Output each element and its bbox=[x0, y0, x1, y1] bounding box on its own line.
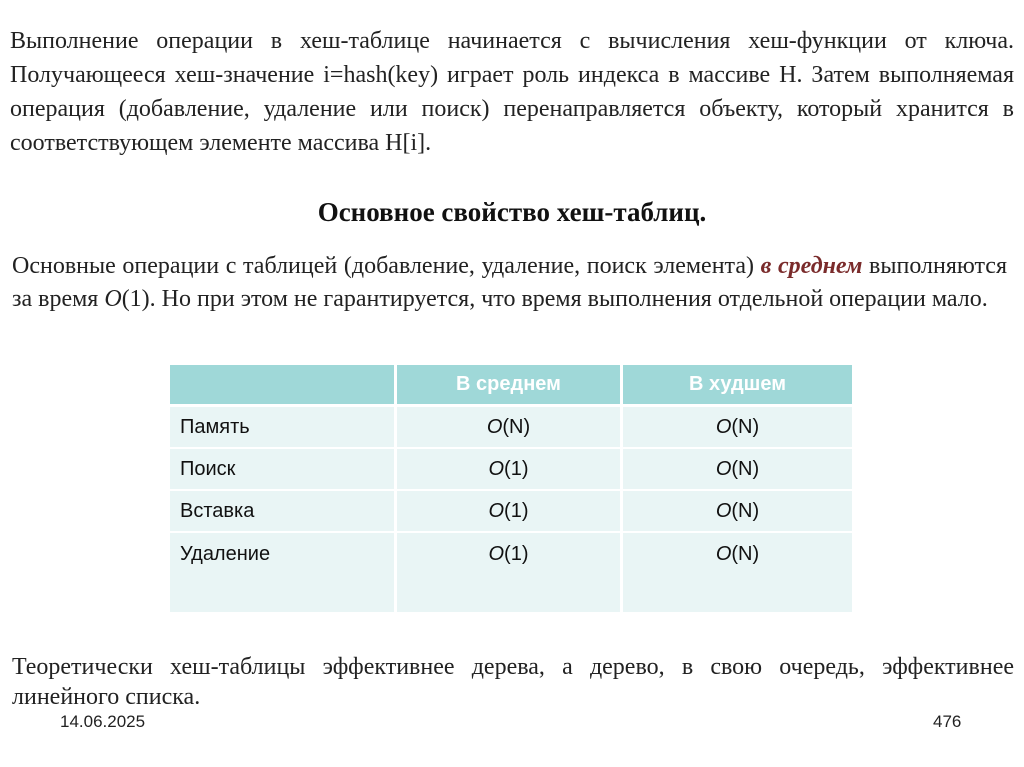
table-header-row bbox=[170, 365, 852, 407]
complexity-table bbox=[170, 365, 852, 612]
average-cell: O(1) bbox=[397, 533, 623, 612]
big-o-argument: (1) bbox=[121, 286, 150, 312]
header-worst: В худшем bbox=[623, 365, 852, 407]
header-label-cell bbox=[170, 365, 397, 407]
property-paragraph bbox=[12, 250, 1007, 316]
header-average: В среднем bbox=[397, 365, 623, 407]
worst-cell: O(N) bbox=[623, 533, 852, 612]
row-label: Память bbox=[170, 407, 397, 449]
conclusion-paragraph: Теоретически хеш-таблицы эффективнее дерева, а дерево, в свою очередь, эффективнее линейного списка. bbox=[12, 654, 1014, 710]
average-cell: O(N) bbox=[397, 407, 623, 449]
section-heading: Основное свойство хеш-таблиц. bbox=[317, 197, 707, 227]
big-o-letter: O bbox=[104, 286, 122, 312]
worst-cell: O(N) bbox=[623, 407, 852, 449]
property-text-middle: выполняются за время bbox=[12, 253, 1007, 312]
average-cell: O(1) bbox=[397, 449, 623, 491]
row-label: Поиск bbox=[170, 449, 397, 491]
row-label: Удаление bbox=[170, 533, 397, 612]
average-cell: O(1) bbox=[397, 491, 623, 533]
worst-cell: O(N) bbox=[623, 491, 852, 533]
property-text-start: Основные операции с таблицей (добавление, удаление, поиск элемента) bbox=[12, 253, 761, 279]
table-row bbox=[170, 533, 852, 612]
table-row bbox=[170, 449, 852, 491]
property-emphasis: в среднем bbox=[760, 253, 863, 279]
property-text-end: . Но при этом не гарантируется, что время выполнения отдельной операции мало. bbox=[149, 286, 988, 312]
intro-paragraph: Выполнение операции в хеш-таблице начинается с вычисления хеш-функции от ключа. Получающееся хеш-значение i=hash(key) играет роль индекса в массиве H. Затем выполняемая операция (добавление, удаление или поиск) перенаправляется объекту, который хранится в соответствующем элементе массива H[i]. bbox=[10, 28, 1014, 156]
slide-number: 476 bbox=[933, 712, 962, 731]
table-row bbox=[170, 491, 852, 533]
row-label: Вставка bbox=[170, 491, 397, 533]
worst-cell: O(N) bbox=[623, 449, 852, 491]
slide-date: 14.06.2025 bbox=[60, 712, 146, 731]
table-row bbox=[170, 407, 852, 449]
